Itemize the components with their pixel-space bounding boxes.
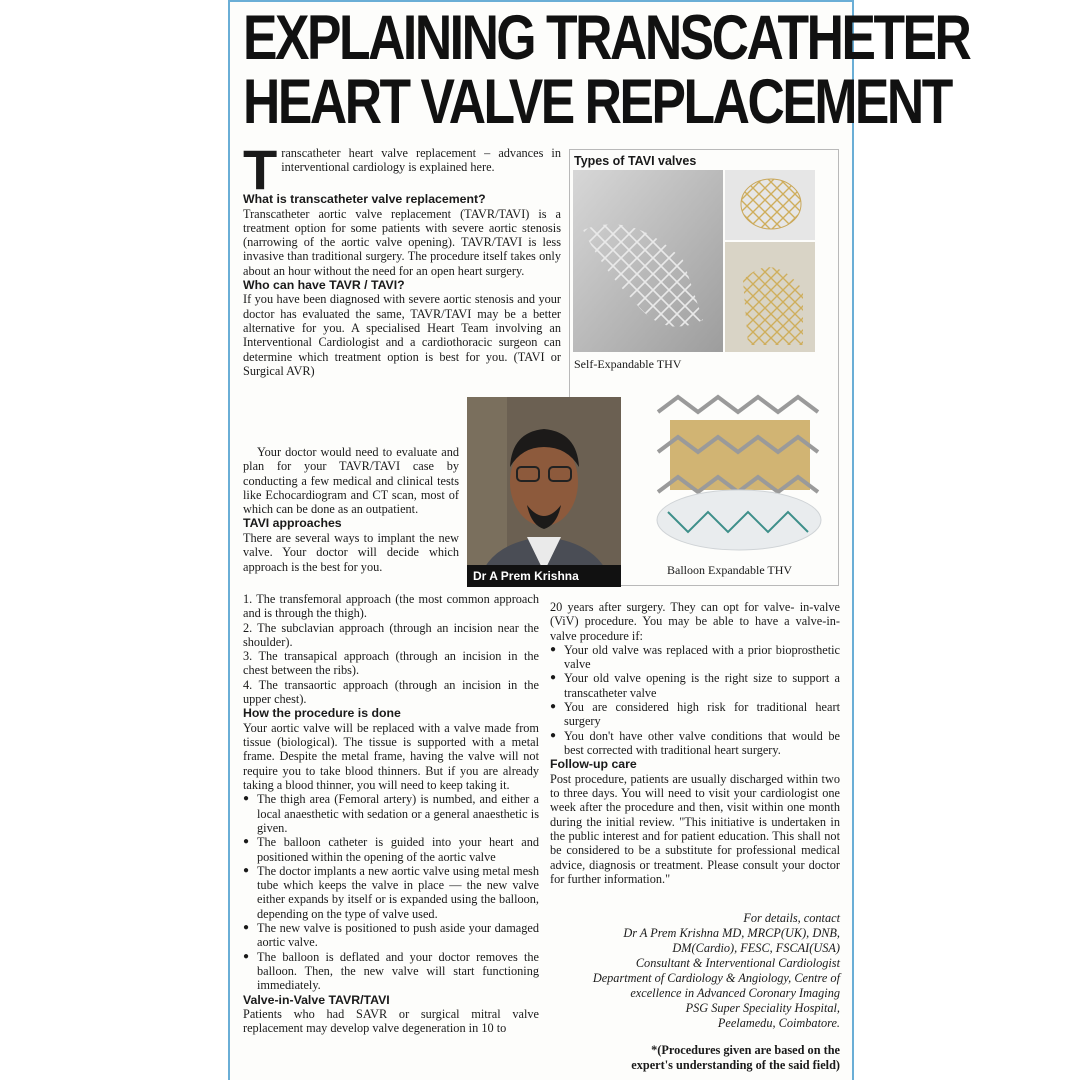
intro-block: [243, 138, 561, 378]
contact-line: Dr A Prem Krishna MD, MRCP(UK), DNB,: [623, 926, 840, 940]
procedure-bullets: [243, 792, 539, 992]
section-heading-procedure: How the procedure is done: [243, 706, 401, 721]
figure-title: Types of TAVI valves: [574, 154, 697, 168]
list-item: ● The balloon is deflated and your doctor removes the balloon. Then, the new valve will start functioning immediately.: [243, 950, 539, 993]
list-item: ● You don't have other valve conditions that would be best corrected with traditional heart surgery.: [550, 729, 840, 758]
disclaimer-line: expert's understanding of the said field): [631, 1057, 840, 1072]
self-expandable-valve-image: [573, 170, 815, 352]
contact-line: excellence in Advanced Coronary Imaging: [630, 986, 840, 1000]
list-item: 1. The transfemoral approach (the most common approach and is through the thigh).: [243, 592, 539, 621]
section-heading-approaches: TAVI approaches: [243, 516, 342, 531]
intro-text: ranscatheter heart valve replacement – advances in interventional cardiology is explained here.: [281, 146, 561, 175]
section-body-followup: Post procedure, patients are usually discharged within two to three days. You will need to visit your cardiologist one week after the procedure and then, visit within one month during the initial review. "This initiative is undertaken in the public interest and for patient education. This shall not be considered to be a substitute for professional medical advice, diagnosis or treatment. Please consult your doctor for further information.": [550, 771, 840, 886]
contact-line: Peelamedu, Coimbatore.: [717, 1016, 840, 1030]
right-column-text: [550, 600, 840, 886]
headline-line-2: HEART VALVE REPLACEMENT: [243, 67, 951, 137]
article-headline: [243, 3, 970, 137]
contact-line: Department of Cardiology & Angiology, Centre of: [592, 971, 840, 985]
balloon-expandable-valve-image: [648, 392, 830, 560]
disclaimer-note: [560, 1043, 840, 1072]
contact-line: DM(Cardio), FESC, FSCAI(USA): [672, 941, 840, 955]
list-item: 4. The transaortic approach (through an incision in the upper chest).: [243, 677, 539, 707]
list-item: ● Your old valve opening is the right size to support a transcatheter valve: [550, 671, 840, 700]
lower-left-block: [243, 592, 539, 1036]
doctor-photo: [467, 397, 621, 587]
section-body-what: Transcatheter aortic valve replacement (TAVR/TAVI) is a treatment option for some patients with severe aortic stenosis (narrowing of the aortic valve opening). TAVR/TAVI is less invasive than traditional surgery. The procedure itself takes only about an hour without the need for an open heart surgery.: [243, 206, 561, 278]
section-heading-what: What is transcatheter valve replacement?: [243, 192, 486, 206]
section-body-viv-cont: 20 years after surgery. They can opt for valve- in-valve (ViV) procedure. You may be able to have a valve-in-valve procedure if:: [550, 600, 840, 643]
contact-line: For details, contact: [743, 911, 840, 925]
doctor-portrait-image: [467, 397, 621, 587]
section-heading-who: Who can have TAVR / TAVI?: [243, 277, 405, 292]
who-continued: [243, 445, 459, 574]
dropcap: T: [243, 138, 278, 201]
list-item: 2. The subclavian approach (through an incision near the shoulder).: [243, 620, 539, 649]
section-body-who-2: Your doctor would need to evaluate and plan for your TAVR/TAVI case by conducting a few medical and clinical tests like Echocardiogram and CT scan, most of which can be done as an outpatient.: [243, 445, 459, 517]
list-item: ● The new valve is positioned to push aside your damaged aortic valve.: [243, 921, 539, 950]
caption-self-expandable: Self-Expandable THV: [574, 357, 682, 371]
section-body-viv-start: Patients who had SAVR or surgical mitral valve replacement may develop valve degeneration in 10 to: [243, 1007, 539, 1036]
list-item: 3. The transapical approach (through an incision in the chest between the ribs).: [243, 649, 539, 678]
contact-line: Consultant & Interventional Cardiologist: [635, 956, 840, 970]
list-item: ● The balloon catheter is guided into your heart and positioned within the opening of the aortic valve: [243, 835, 539, 864]
section-body-who-1: If you have been diagnosed with severe aortic stenosis and your doctor has evaluated the same, TAVR/TAVI may be a better alternative for you. A specialised Heart Team involving an Interventional Cardiologist and a cardiothoracic surgeon can determine which treatment option is best for you. (TAVI or Surgical AVR): [243, 292, 561, 378]
list-item: ● You are considered high risk for traditional heart surgery: [550, 700, 840, 729]
section-body-procedure: Your aortic valve will be replaced with a valve made from tissue (biological). The tissue is supported with a metal frame. Despite the metal frame, having the valve will not require you to take blood thinners. But if you are already taking a blood thinner, you will need to keep taking it.: [243, 720, 539, 793]
list-item: ● The thigh area (Femoral artery) is numbed, and either a local anaesthetic with sedation or a general anaesthetic is given.: [243, 792, 539, 835]
list-item: ● The doctor implants a new aortic valve using metal mesh tube which keeps the valve in place — the new valve either expands by itself or is expanded using the balloon, depending on the type of valve used.: [243, 864, 539, 921]
list-item: ● Your old valve was replaced with a prior bioprosthetic valve: [550, 643, 840, 672]
contact-block: [560, 911, 840, 1031]
headline-line-1: EXPLAINING TRANSCATHETER: [243, 3, 970, 73]
approaches-list: [243, 592, 539, 706]
section-heading-followup: Follow-up care: [550, 757, 637, 772]
section-body-approaches: There are several ways to implant the new valve. Your doctor will decide which approach is the best for you.: [243, 530, 459, 574]
disclaimer-line: *(Procedures given are based on the: [651, 1043, 840, 1057]
section-heading-viv: Valve-in-Valve TAVR/TAVI: [243, 992, 390, 1007]
contact-line: PSG Super Speciality Hospital,: [685, 1001, 840, 1015]
doctor-photo-caption: Dr A Prem Krishna: [467, 565, 621, 587]
viv-bullets: [550, 643, 840, 757]
caption-balloon-expandable: Balloon Expandable THV: [667, 563, 793, 577]
